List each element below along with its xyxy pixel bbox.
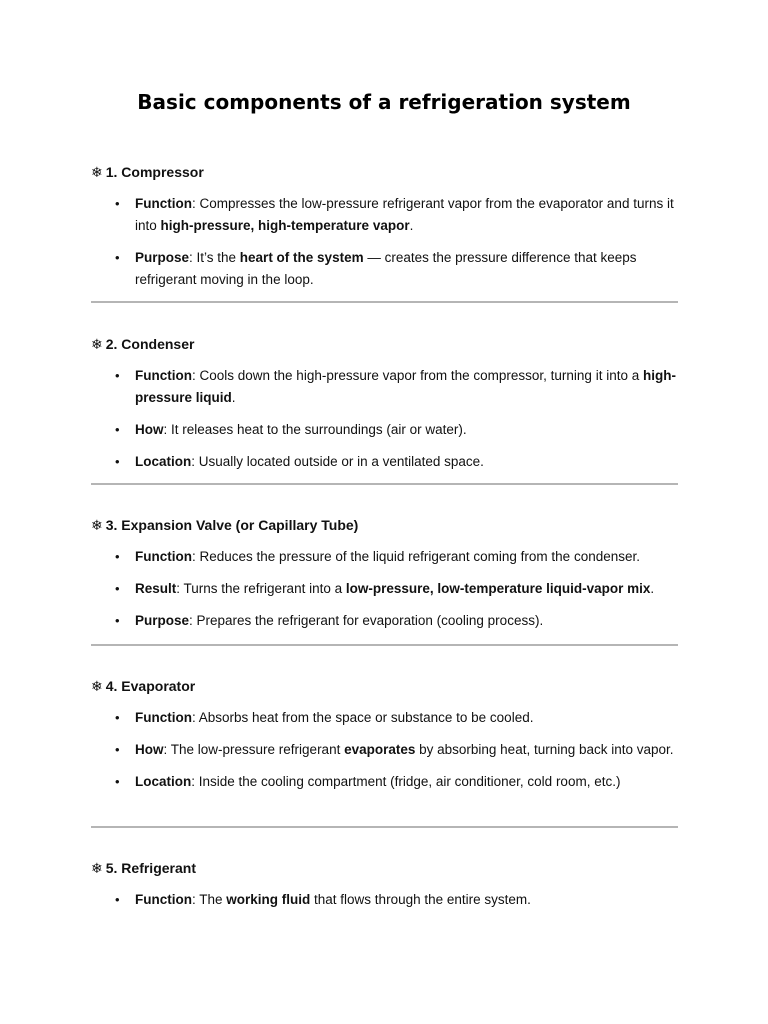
bullet-list (91, 889, 678, 911)
section-heading: ❄ 3. Expansion Valve (or Capillary Tube) (91, 517, 359, 533)
bullet-list (91, 707, 678, 793)
list-item: • Location: Usually located outside or in a ventilated space. (91, 451, 678, 473)
snowflake-icon: ❄ (91, 336, 103, 352)
snowflake-icon: ❄ (91, 678, 103, 694)
section-condenser (91, 333, 678, 473)
section-divider (91, 483, 678, 485)
section-divider (91, 826, 678, 828)
snowflake-icon: ❄ (91, 860, 103, 876)
list-item: • Function: Compresses the low-pressure refrigerant vapor from the evaporator and turns it into high-pressure, high-temperature vapor. (91, 193, 678, 237)
section-evaporator (91, 675, 678, 793)
bullet-list (91, 365, 678, 473)
section-heading: ❄ 2. Condenser (91, 336, 195, 352)
section-divider (91, 301, 678, 303)
section-expansion-valve (91, 514, 678, 632)
section-heading: ❄ 4. Evaporator (91, 678, 196, 694)
bullet-icon: • (115, 196, 120, 211)
bullet-icon: • (115, 774, 120, 789)
section-compressor (91, 161, 678, 291)
list-item: • How: It releases heat to the surroundings (air or water). (91, 419, 678, 441)
document-title: Basic components of a refrigeration system (137, 90, 631, 114)
bullet-icon: • (115, 613, 120, 628)
bullet-icon: • (115, 454, 120, 469)
list-item: • Result: Turns the refrigerant into a low-pressure, low-temperature liquid-vapor mix. (91, 578, 678, 600)
bullet-icon: • (115, 581, 120, 596)
bullet-icon: • (115, 368, 120, 383)
list-item: • Location: Inside the cooling compartment (fridge, air conditioner, cold room, etc.) (91, 771, 678, 793)
list-item: • Purpose: It’s the heart of the system — creates the pressure difference that keeps refrigerant moving in the loop. (91, 247, 678, 291)
section-heading: ❄ 5. Refrigerant (91, 860, 196, 876)
bullet-icon: • (115, 549, 120, 564)
snowflake-icon: ❄ (91, 164, 103, 180)
list-item: • Function: Cools down the high-pressure vapor from the compressor, turning it into a high-pressure liquid. (91, 365, 678, 409)
bullet-list (91, 546, 678, 632)
list-item: • Function: Reduces the pressure of the liquid refrigerant coming from the condenser. (91, 546, 678, 568)
snowflake-icon: ❄ (91, 517, 103, 533)
list-item: • Function: The working fluid that flows through the entire system. (91, 889, 678, 911)
section-heading: ❄ 1. Compressor (91, 164, 204, 180)
list-item: • Purpose: Prepares the refrigerant for evaporation (cooling process). (91, 610, 678, 632)
section-divider (91, 644, 678, 646)
bullet-icon: • (115, 422, 120, 437)
bullet-icon: • (115, 892, 120, 907)
bullet-icon: • (115, 710, 120, 725)
bullet-icon: • (115, 742, 120, 757)
section-refrigerant (91, 857, 678, 911)
list-item: • Function: Absorbs heat from the space or substance to be cooled. (91, 707, 678, 729)
bullet-icon: • (115, 250, 120, 265)
list-item: • How: The low-pressure refrigerant evaporates by absorbing heat, turning back into vapor. (91, 739, 678, 761)
bullet-list (91, 193, 678, 291)
